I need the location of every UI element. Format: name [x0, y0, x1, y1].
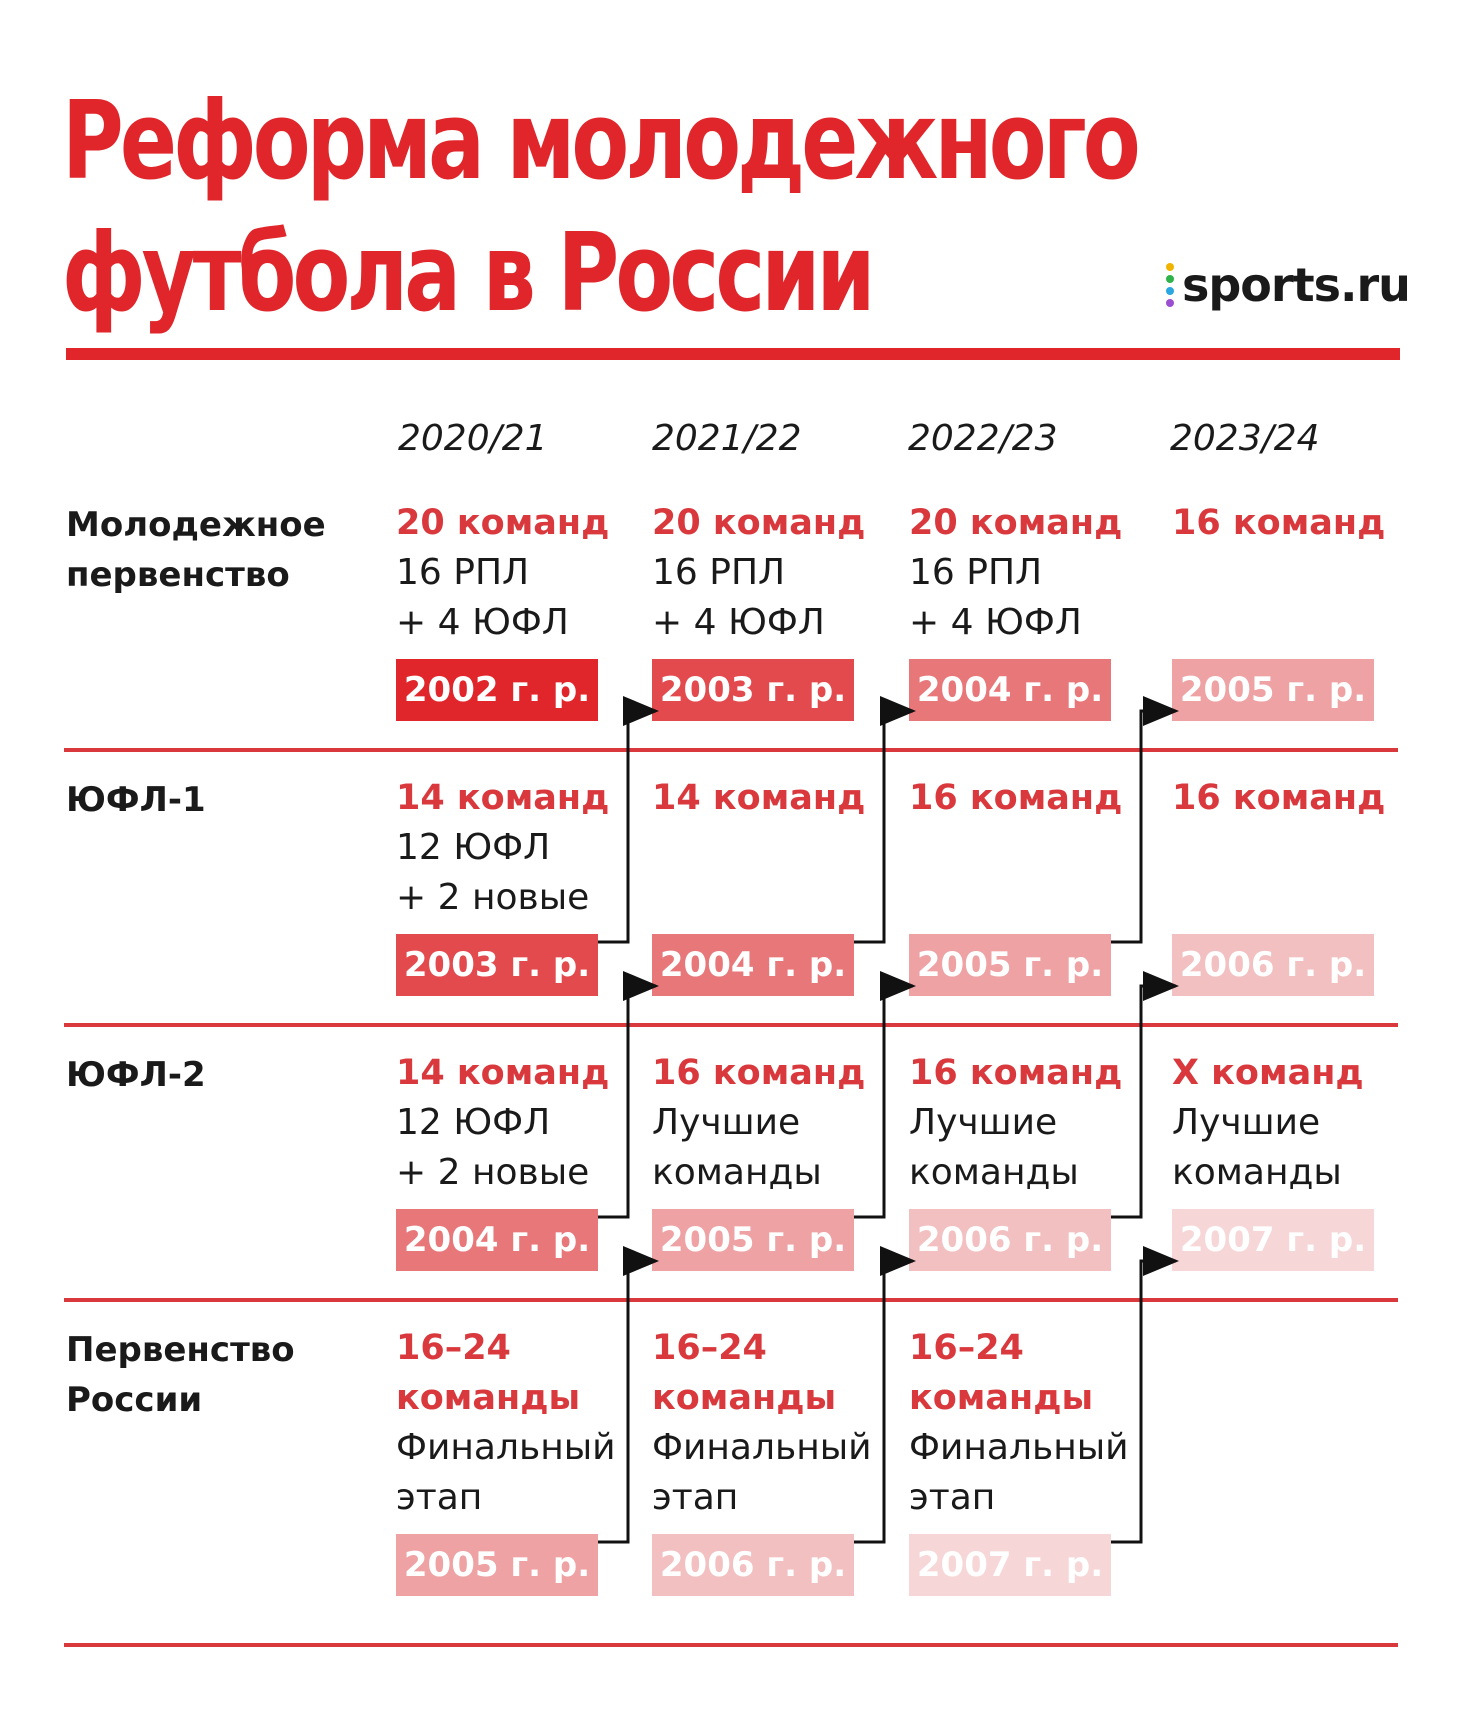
- birth-year-badge: 2004 г. р.: [652, 934, 854, 996]
- team-count: 16 команд: [909, 1053, 1123, 1093]
- team-composition: 12 ЮФЛ: [396, 1102, 551, 1143]
- promotion-arrow: [1111, 986, 1176, 1217]
- team-composition: этап: [909, 1477, 996, 1518]
- birth-year-badge: 2006 г. р.: [652, 1534, 854, 1596]
- birth-year-badge: 2007 г. р.: [909, 1534, 1111, 1596]
- row-label-line: ЮФЛ-2: [66, 1055, 206, 1095]
- team-composition: Финальный: [652, 1427, 872, 1468]
- birth-year-badge: 2003 г. р.: [652, 659, 854, 721]
- team-composition: 16 РПЛ: [652, 552, 786, 593]
- logo-text: sports.ru: [1182, 258, 1410, 312]
- season-header: 2020/21: [398, 418, 548, 459]
- row-label-line: Молодежное: [66, 505, 326, 545]
- team-composition: + 2 новые: [396, 877, 590, 918]
- team-count: 16 команд: [1172, 778, 1386, 818]
- team-count: 14 команд: [396, 778, 610, 818]
- team-count: 16–24: [652, 1328, 767, 1368]
- promotion-arrow: [854, 711, 913, 942]
- team-count: 16 команд: [909, 778, 1123, 818]
- team-count: 16 команд: [652, 1053, 866, 1093]
- page-title-line-1: Реформа молодежного: [62, 79, 1137, 204]
- team-composition: 12 ЮФЛ: [396, 827, 551, 868]
- team-count: 20 команд: [396, 503, 610, 543]
- season-header: 2021/22: [652, 418, 802, 459]
- team-count: 16 команд: [1172, 503, 1386, 543]
- birth-year-badge: 2002 г. р.: [396, 659, 598, 721]
- promotion-arrow: [854, 986, 913, 1217]
- birth-year-badge: 2006 г. р.: [1172, 934, 1374, 996]
- promotion-arrow: [598, 1261, 656, 1542]
- team-count: 20 команд: [909, 503, 1123, 543]
- birth-year-badge: 2004 г. р.: [396, 1209, 598, 1271]
- row-label-line: Первенство: [66, 1330, 295, 1370]
- team-count: 16–24: [909, 1328, 1024, 1368]
- team-count: 14 команд: [396, 1053, 610, 1093]
- birth-year-badge: 2004 г. р.: [909, 659, 1111, 721]
- birth-year-badge: 2005 г. р.: [652, 1209, 854, 1271]
- birth-year-badge: 2005 г. р.: [909, 934, 1111, 996]
- team-composition: Лучшие: [652, 1102, 801, 1143]
- birth-year-badge: 2005 г. р.: [396, 1534, 598, 1596]
- team-composition: + 4 ЮФЛ: [909, 602, 1082, 643]
- team-composition: + 4 ЮФЛ: [396, 602, 569, 643]
- birth-year-badge: 2005 г. р.: [1172, 659, 1374, 721]
- team-composition: 16 РПЛ: [909, 552, 1043, 593]
- team-count: 14 команд: [652, 778, 866, 818]
- team-composition: команды: [1172, 1152, 1342, 1193]
- team-composition: Финальный: [396, 1427, 616, 1468]
- team-composition: Финальный: [909, 1427, 1129, 1468]
- promotion-arrow: [1111, 1261, 1176, 1542]
- team-composition: команды: [909, 1152, 1079, 1193]
- birth-year-badge: 2003 г. р.: [396, 934, 598, 996]
- row-label-line: России: [66, 1380, 203, 1420]
- team-count: 16–24: [396, 1328, 511, 1368]
- team-composition: + 2 новые: [396, 1152, 590, 1193]
- promotion-arrow: [854, 1261, 913, 1542]
- row-label-line: ЮФЛ-1: [66, 780, 206, 820]
- team-composition: + 4 ЮФЛ: [652, 602, 825, 643]
- team-count: команды: [652, 1378, 837, 1418]
- birth-year-badge: 2007 г. р.: [1172, 1209, 1374, 1271]
- promotion-arrow: [598, 986, 656, 1217]
- team-count: команды: [396, 1378, 581, 1418]
- team-composition: команды: [652, 1152, 822, 1193]
- team-composition: этап: [396, 1477, 483, 1518]
- team-composition: Лучшие: [909, 1102, 1058, 1143]
- page-title-line-2: футбола в России: [62, 211, 872, 336]
- row-label-line: первенство: [66, 555, 290, 595]
- team-count: команды: [909, 1378, 1094, 1418]
- team-count: 20 команд: [652, 503, 866, 543]
- season-header: 2023/24: [1170, 418, 1320, 459]
- team-count: Х команд: [1172, 1053, 1364, 1093]
- promotion-arrow: [598, 711, 656, 942]
- team-composition: Лучшие: [1172, 1102, 1321, 1143]
- season-header: 2022/23: [908, 418, 1058, 459]
- birth-year-badge: 2006 г. р.: [909, 1209, 1111, 1271]
- team-composition: этап: [652, 1477, 739, 1518]
- team-composition: 16 РПЛ: [396, 552, 530, 593]
- promotion-arrow: [1111, 711, 1176, 942]
